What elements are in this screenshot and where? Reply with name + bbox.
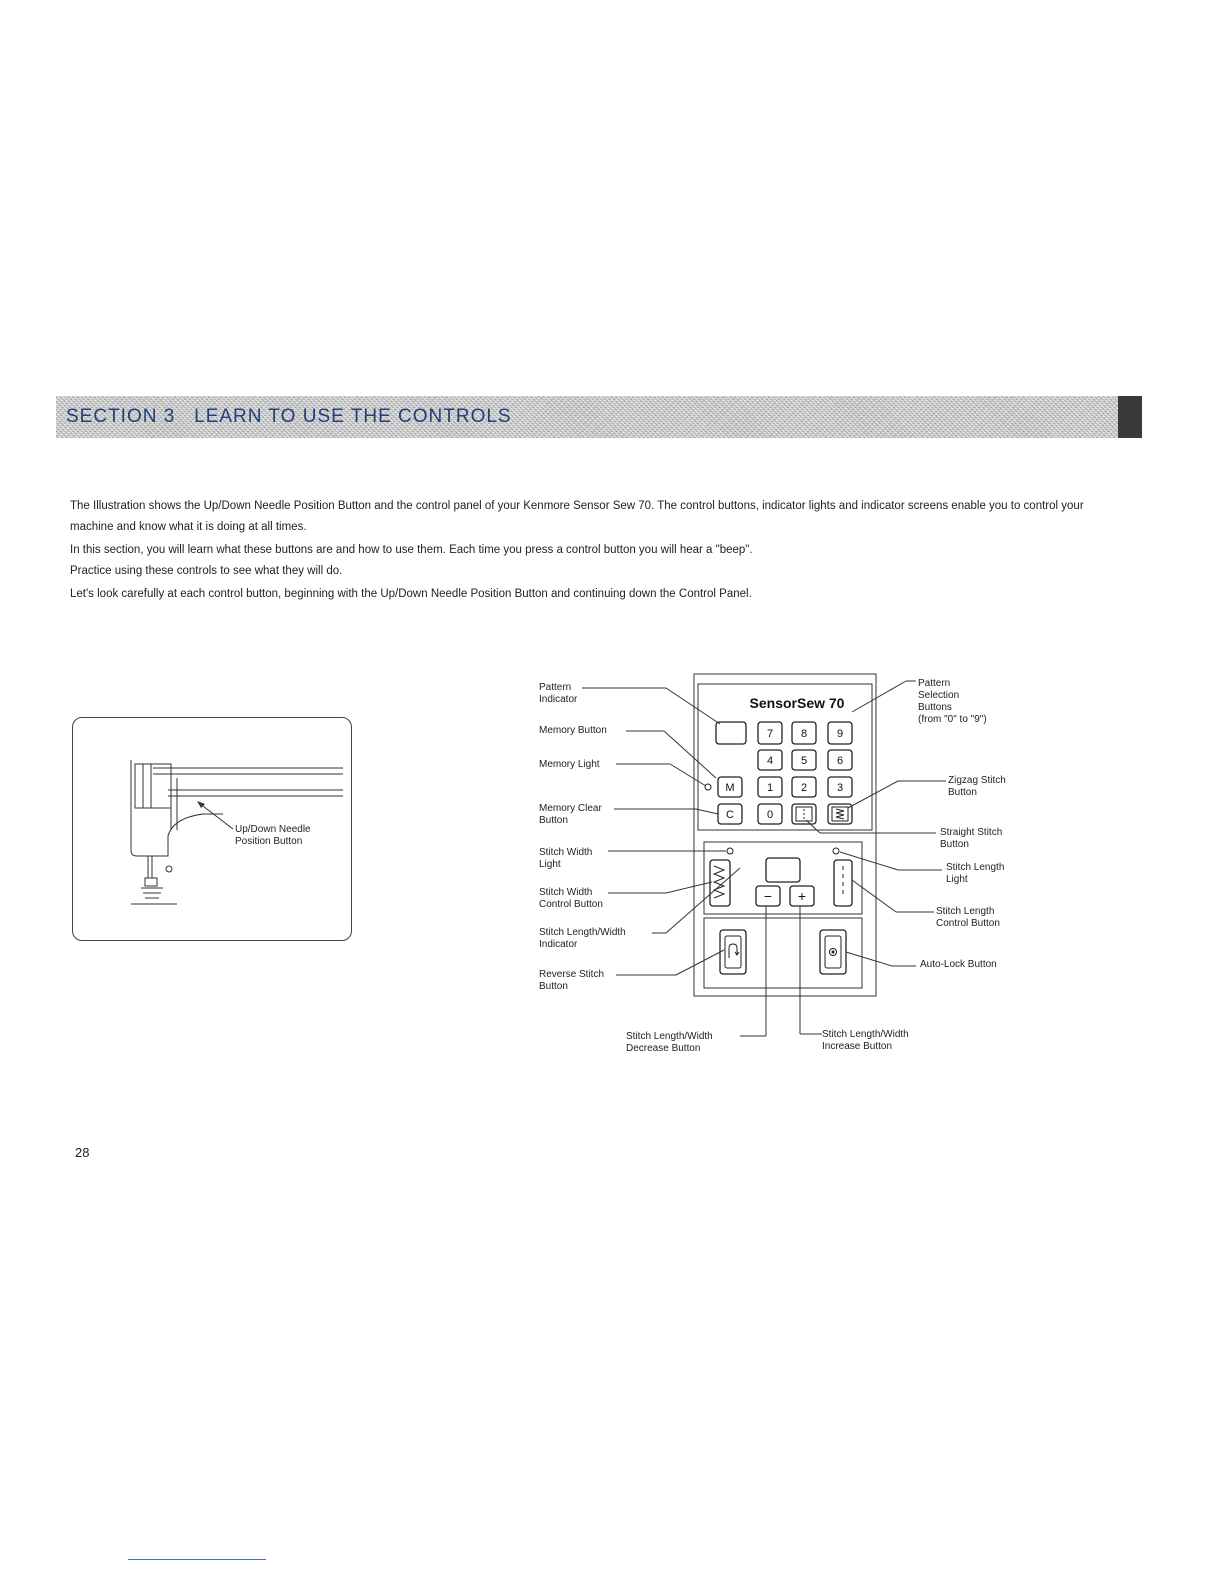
callout-straight: Straight Stitch Button [940,827,1003,850]
callout-increase: Stitch Length/Width Increase Button [822,1029,909,1052]
section-title: SECTION 3 LEARN TO USE THE CONTROLS [66,406,512,427]
stitch-width-control-button[interactable] [710,860,730,906]
callout-auto-lock: Auto-Lock Button [920,959,997,970]
callout-zigzag: Zigzag Stitch Button [948,775,1006,798]
callout-memory-clear: Memory Clear Button [539,803,602,826]
panel-brand: SensorSew 70 [749,695,845,711]
page-number: 28 [75,1145,90,1160]
footer-rule [128,1559,266,1560]
stitch-length-light [833,848,839,854]
key-5-label: 5 [800,755,808,767]
key-0-label: 0 [766,809,774,821]
pattern-indicator-screen [716,722,746,744]
key-4-label: 4 [766,755,774,767]
intro-paragraph-4: Let's look carefully at each control button, beginning with the Up/Down Needle Position Button and continuing down the Control Panel. [70,588,752,600]
callout-reverse-stitch: Reverse Stitch Button [539,969,605,992]
clear-key-label: C [726,809,734,821]
callout-pattern-selection: Pattern Selection Buttons (from "0" to "9") [918,678,987,725]
callout-memory-light: Memory Light [539,759,600,770]
memory-key-label: M [725,782,735,794]
key-9-label: 9 [836,728,844,740]
stitch-length-width-indicator [766,858,800,882]
intro-paragraph-2: In this section, you will learn what these buttons are and how to use them. Each time you press a control button you will hear a "beep". [70,544,753,556]
key-8-label: 8 [800,728,808,740]
callout-decrease: Stitch Length/Width Decrease Button [626,1031,713,1054]
reverse-stitch-button[interactable] [720,930,746,974]
intro-paragraph-3: Practice using these controls to see what they will do. [70,565,343,577]
key-2-label: 2 [800,782,808,794]
callout-memory-button: Memory Button [539,725,607,736]
callout-pattern-indicator: Pattern Indicator [539,682,578,705]
callout-stitch-width-light: Stitch Width Light [539,847,593,870]
callout-stitch-length-control: Stitch Length Control Button [936,906,1000,929]
key-7-label: 7 [766,728,774,740]
memory-light [705,784,711,790]
intro-paragraph-1: The Illustration shows the Up/Down Needle Position Button and the control panel of your Kenmore Sensor Sew 70. The control buttons, indicator lights and indicator screens enable you to control your machine and know what it is doing at all times. [70,500,1084,533]
key-1-label: 1 [766,782,774,794]
callout-length-width-indicator: Stitch Length/Width Indicator [539,927,626,950]
stitch-width-light [727,848,733,854]
up-down-needle-label: Up/Down Needle Position Button [235,824,311,847]
callout-stitch-width-control: Stitch Width Control Button [539,887,603,910]
minus-key-label: − [763,888,773,904]
plus-key-label: + [797,888,807,904]
key-6-label: 6 [836,755,844,767]
callout-stitch-length-light: Stitch Length Light [946,862,1005,885]
key-3-label: 3 [836,782,844,794]
